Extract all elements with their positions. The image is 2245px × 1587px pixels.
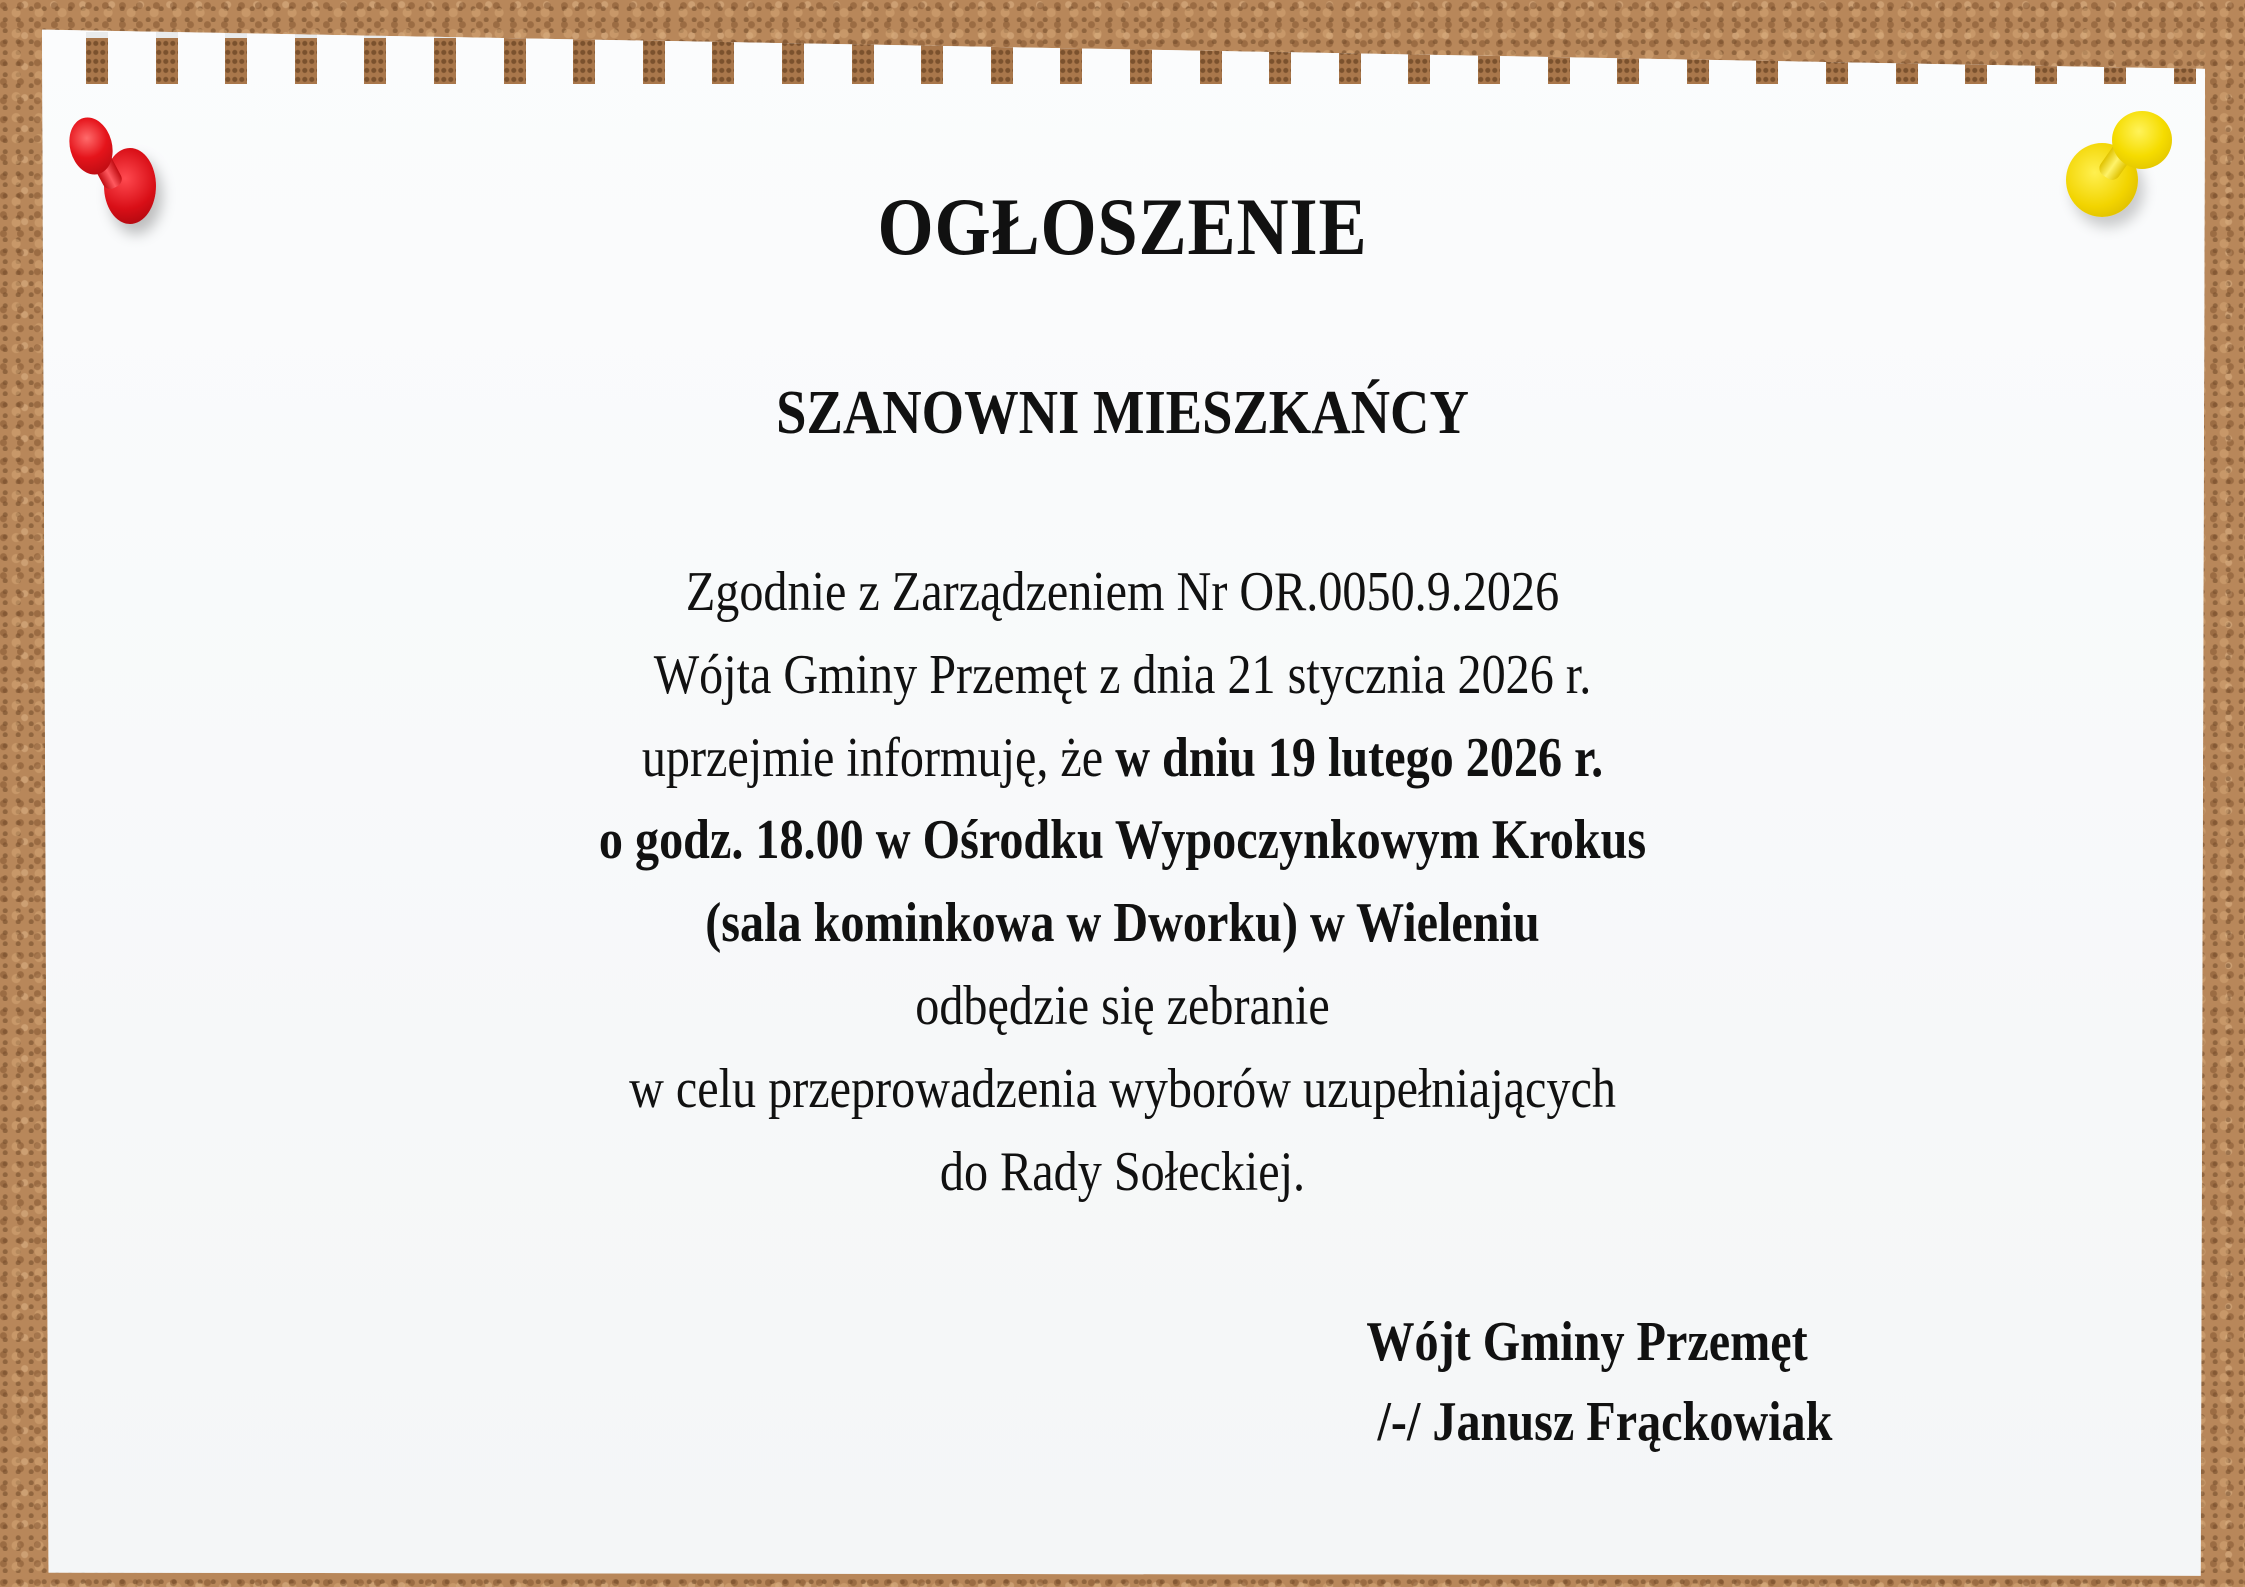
body-line-7: w celu przeprowadzenia wyborów uzupełniających [629, 1058, 1616, 1120]
notice-title: OGŁOSZENIE [877, 181, 1368, 272]
body-line-1: Zgodnie z Zarządzeniem Nr OR.0050.9.2026 [685, 561, 1560, 623]
signature-office: Wójt Gminy Przemęt [1366, 1311, 1808, 1373]
notice-greeting: SZANOWNI MIESZKAŃCY [776, 379, 1469, 447]
body-line-3-regular: uprzejmie informuję, że [641, 727, 1116, 789]
meeting-time-place: o godz. 18.00 w Ośrodku Wypoczynkowym Krokus [598, 809, 1647, 871]
meeting-date: w dniu 19 lutego 2026 r. [1115, 727, 1604, 789]
signature-name: /-/ Janusz Frąckowiak [1377, 1391, 1833, 1453]
body-line-6: odbędzie się zebranie [915, 975, 1330, 1037]
body-line-3 [157, 726, 2088, 790]
body-line-2: Wójta Gminy Przemęt z dnia 21 stycznia 2026 r. [653, 644, 1592, 706]
meeting-room: (sala kominkowa w Dworku) w Wieleniu [705, 892, 1540, 954]
body-line-8: do Rady Sołeckiej. [939, 1141, 1306, 1203]
